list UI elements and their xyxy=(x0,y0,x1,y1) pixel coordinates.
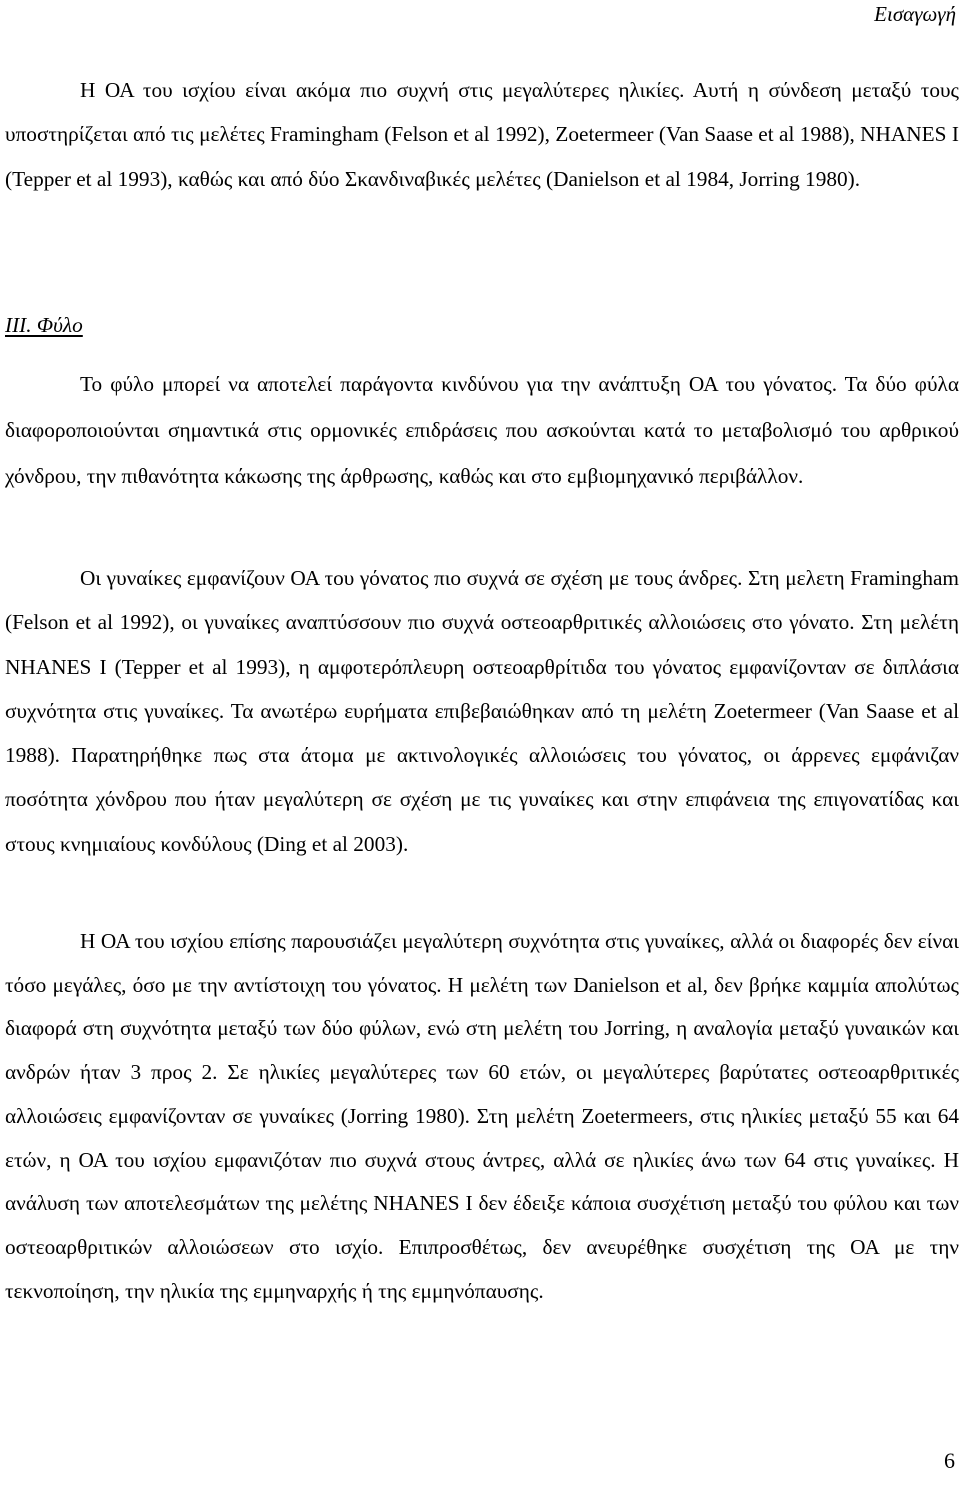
paragraph-women-knee-oa: Οι γυναίκες εμφανίζουν ΟΑ του γόνατος πιο συχνά σε σχέση με τους άνδρες. Στη μελετη Framingham (Felson et al 1992), οι γυναίκες αναπτύσσουν πιο συχνά οστεοαρθριτικές αλλοιώσεις στο γόνατο. Στη μελέτη NHANES I (Tepper et al 1993), η αμφοτερόπλευρη οστεοαρθρίτιδα του γόνατος εμφανίζονταν σε διπλάσια συχνότητα στις γυναίκες. Τα ανωτέρω ευρήματα επιβεβαιώθηκαν από τη μελέτη Zoetermeer (Van Saase et al 1988). Παρατηρήθηκε πως στα άτομα με ακτινολογικές αλλοιώσεις του γόνατος, οι άρρενες εμφάνιζαν ποσότητα χόνδρου που ήταν μεγαλύτερη σε σχέση με τις γυναίκες και στην επιφάνεια της επιγονατίδας και στους κνημιαίους κονδύλους (Ding et al 2003). xyxy=(5,566,959,856)
page-number: 6 xyxy=(944,1448,955,1473)
running-header-title: Εισαγωγή xyxy=(874,2,956,26)
paragraph-hip-oa-age: Η ΟΑ του ισχίου είναι ακόμα πιο συχνή στις μεγαλύτερες ηλικίες. Αυτή η σύνδεση μεταξύ τους υποστηρίζεται από τις μελέτες Framingham (Felson et al 1992), Zoetermeer (Van Saase et al 1988), NHANES I (Tepper et al 1993), καθώς και από δύο Σκανδιναβικές μελέτες (Danielson et al 1984, Jorring 1980). xyxy=(5,78,959,191)
paragraph-hip-oa-women: Η ΟΑ του ισχίου επίσης παρουσιάζει μεγαλύτερη συχνότητα στις γυναίκες, αλλά οι διαφορές δεν είναι τόσο μεγάλες, όσο με την αντίστοιχη του γόνατος. Η μελέτη των Danielson et al, δεν βρήκε καμμία απολύτως διαφορά στη συχνότητα μεταξύ των δύο φύλων, ενώ στη μελέτη του Jorring, η αναλογία μεταξύ γυναικών και ανδρών ήταν 3 προς 2. Σε ηλικίες μεγαλύτερες των 60 ετών, οι μεγαλύτερες βαρύτατες οστεοαρθριτικές αλλοιώσεις εμφανίζονταν σε γυναίκες (Jorring 1980). Στη μελέτη Zoetermeers, στις ηλικίες μεταξύ 55 και 64 ετών, η ΟΑ του ισχίου εμφανιζόταν πιο συχνά στους άντρες, αλλά σε ηλικίες άνω των 64 στις γυναίκες. Η ανάλυση των αποτελεσμάτων της μελέτης NHANES I δεν έδειξε κάποια συσχέτιση μεταξύ του φύλου και των οστεοαρθριτικών αλλοιώσεων στο ισχίο. Επιπροσθέτως, δεν ανευρέθηκε συσχέτιση της ΟΑ με την τεκνοποίηση, την ηλικία της εμμηναρχής ή της εμμηνόπαυσης. xyxy=(5,929,959,1303)
section-heading-sex: III. Φύλο xyxy=(5,313,83,337)
paragraph-sex-risk-factor: Το φύλο μπορεί να αποτελεί παράγοντα κινδύνου για την ανάπτυξη ΟΑ του γόνατος. Τα δύο φύλα διαφοροποιούνται σημαντικά στις ορμονικές επιδράσεις που ασκούνται κατά το μεταβολισμό του αρθρικού χόνδρου, την πιθανότητα κάκωσης της άρθρωσης, καθώς και στο εμβιομηχανικό περιβάλλον. xyxy=(5,372,959,488)
